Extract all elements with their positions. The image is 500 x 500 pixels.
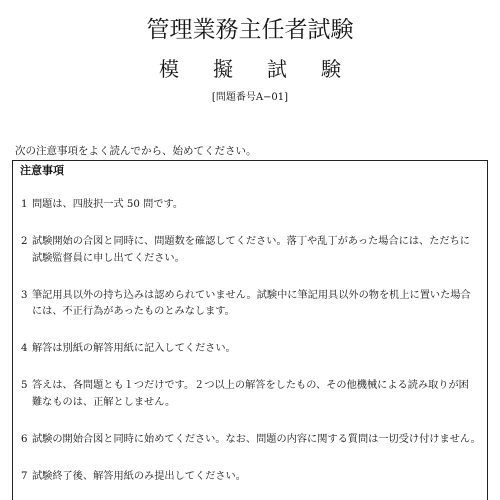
- notice-item-line: 問題は、四肢択一式 50 問です。: [32, 199, 184, 210]
- exam-title: 管理業務主任者試験: [146, 17, 354, 43]
- notice-item: [19, 378, 483, 411]
- notice-heading: 注意事項: [20, 164, 64, 177]
- notice-item-text: [32, 234, 483, 267]
- notice-item: [19, 469, 483, 486]
- notice-item-number: 1: [21, 199, 28, 210]
- notice-item-line: 試験監督員に申し出てください。: [32, 252, 185, 264]
- exam-subtitle: 模擬試験: [159, 57, 375, 81]
- notice-item-number: 6: [21, 433, 28, 445]
- notice-item-line: 試験開始の合図と同時に、問題数を確認してください。落丁や乱丁があった場合には、ただちに: [32, 236, 470, 247]
- notice-item-line: 筆記用具以外の持ち込みは認められていません。試験中に筆記用具以外の物を机上に置いた場合: [32, 289, 471, 301]
- notice-item-line: 難なものは、正解としません。: [32, 396, 176, 408]
- notice-item-number: 5: [21, 380, 28, 391]
- notice-item-number: 4: [21, 343, 28, 354]
- notice-item-text: [32, 197, 483, 214]
- notice-item-text: [32, 378, 483, 411]
- notice-item-line: 試験終了後、解答用紙のみ提出してください。: [32, 470, 246, 482]
- notice-list: [19, 197, 483, 485]
- notice-item: [19, 341, 483, 358]
- notice-item-line: には、不正行為があったものとみなします。: [32, 306, 235, 317]
- notice-item: [19, 432, 483, 449]
- notice-item-number: 3: [21, 289, 28, 301]
- notice-item-number: 2: [21, 236, 28, 247]
- problem-code: [問題番号A−01]: [211, 92, 289, 103]
- notice-item-text: [32, 432, 483, 449]
- notice-item-text: [32, 341, 483, 358]
- notice-item-text: [32, 288, 483, 321]
- notice-box: [12, 160, 488, 500]
- notice-item-line: 解答は別紙の解答用紙に記入してください。: [32, 343, 236, 354]
- notice-item-line: 答えは、各問題とも１つだけです。２つ以上の解答をしたもの、その他機械による読み取りが困: [32, 380, 469, 391]
- notice-item-line: 試験の開始合図と同時に始めてください。なお、問題の内容に関する質問は一切受け付けません。: [32, 433, 481, 445]
- notice-item: [19, 197, 483, 214]
- notice-item: [19, 234, 483, 267]
- notice-item-number: 7: [21, 470, 28, 482]
- notice-item: [19, 288, 483, 321]
- notice-item-text: [32, 469, 483, 486]
- intro-text: 次の注意事項をよく読んでから、始めてください。: [15, 145, 257, 157]
